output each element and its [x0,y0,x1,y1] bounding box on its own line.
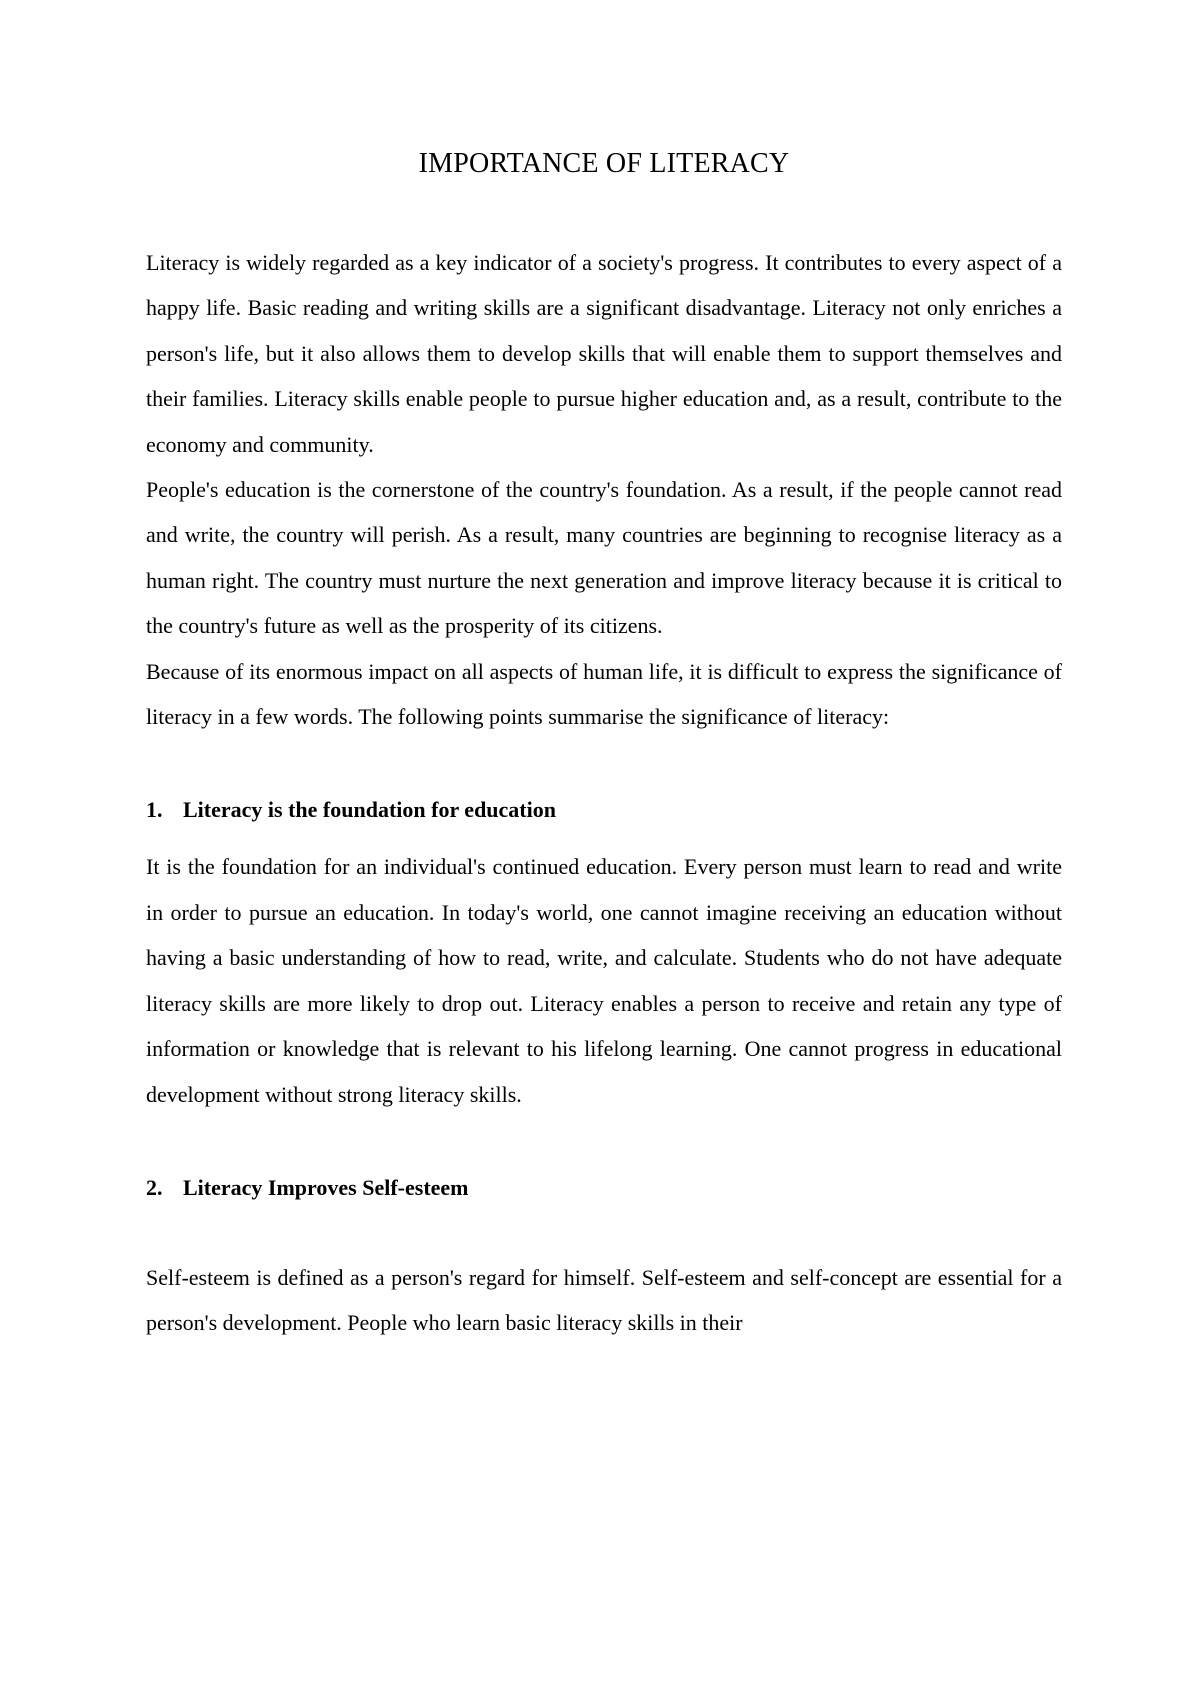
document-content [146,140,1062,1346]
document-title: IMPORTANCE OF LITERACY [418,148,790,179]
intro-paragraph-2: People's education is the cornerstone of the country's foundation. As a result, if the people cannot read and write, the country will perish. As a result, many countries are beginning to recognise literacy as a human right. The country must nurture the next generation and improve literacy because it is critical to the country's future as well as the prosperity of its citizens. [146,477,1062,639]
section-number-1: 1. [146,797,163,823]
section-heading-text-2: Literacy Improves Self-esteem [183,1174,469,1200]
section-body-1: It is the foundation for an individual's continued education. Every person must learn to read and write in order to pursue an education. In today's world, one cannot imagine receiving an education without having a basic understanding of how to read, write, and calculate. Students who do not have adequate literacy skills are more likely to drop out. Literacy enables a person to receive and retain any type of information or knowledge that is relevant to his lifelong learning. One cannot progress in educational development without strong literacy skills. [146,854,1062,1107]
section-heading-text-1: Literacy is the foundation for education [183,797,556,823]
intro-paragraph-3: Because of its enormous impact on all aspects of human life, it is difficult to express the significance of literacy in a few words. The following points summarise the significance of literacy: [146,658,1062,730]
section-number-2: 2. [146,1174,163,1200]
section-heading-1 [146,787,1062,832]
section-body-2: Self-esteem is defined as a person's regard for himself. Self-esteem and self-concept are essential for a person's development. People who learn basic literacy skills in their [146,1264,1062,1336]
intro-paragraph-1: Literacy is widely regarded as a key indicator of a society's progress. It contributes to every aspect of a happy life. Basic reading and writing skills are a significant disadvantage. Literacy not only enriches a person's life, but it also allows them to develop skills that will enable them to support themselves and their families. Literacy skills enable people to pursue higher education and, as a result, contribute to the economy and community. [146,250,1062,457]
section-heading-2 [146,1165,1062,1210]
